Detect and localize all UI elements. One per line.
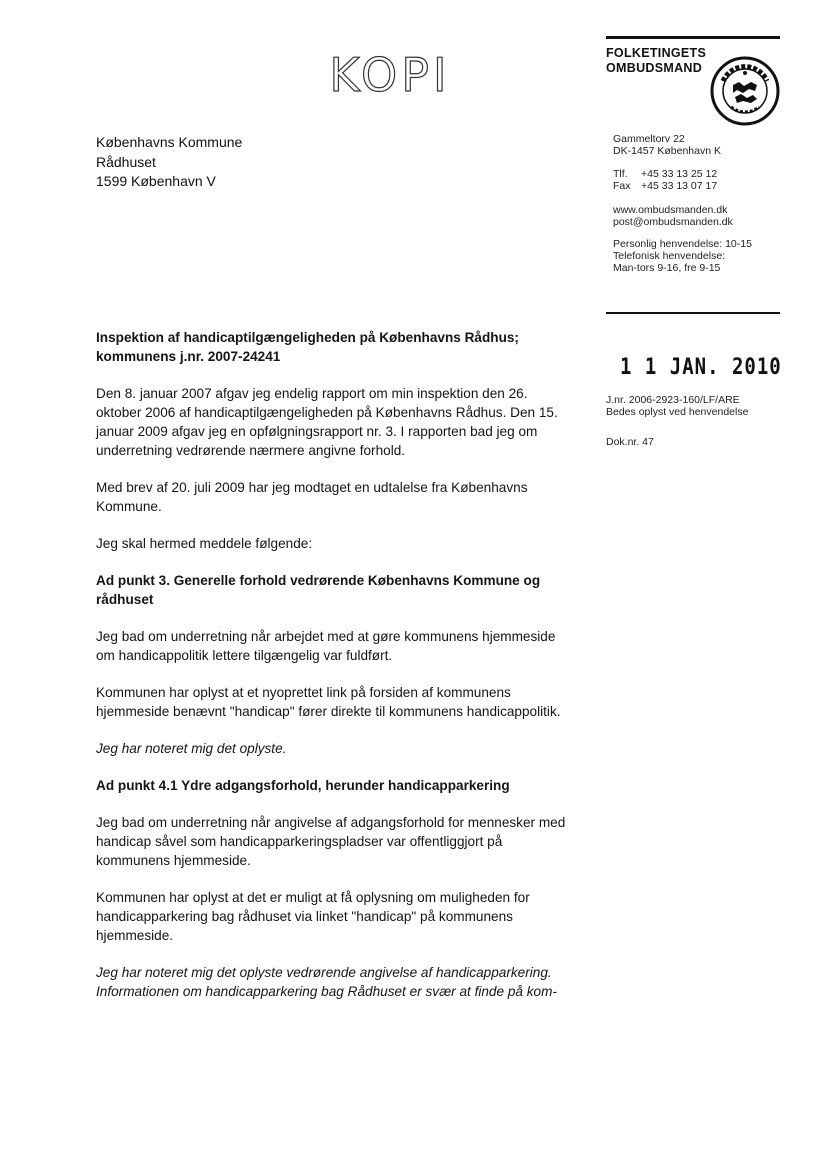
paragraph: Den 8. januar 2007 afgav jeg endelig rapport om min inspektion den 26. oktober 2006 af handicaptilgængeligheden på Københavns Rådhus. Den 15. januar 2009 afgav jeg en opfølgningsrapport nr. 3. I rapporten bad jeg om underretning vedrørende nærmere angivne forhold. bbox=[96, 386, 558, 458]
sender-web bbox=[613, 204, 733, 228]
letter-subject: Inspektion af handicaptilgængeligheden på Københavns Rådhus; kommunens j.nr. 2007-24241 bbox=[96, 330, 519, 364]
paragraph: Med brev af 20. juli 2009 har jeg modtaget en udtalelse fra Københavns Kommune. bbox=[96, 480, 528, 514]
doc-number: Dok.nr. 47 bbox=[606, 436, 654, 448]
sender-name-line2: OMBUDSMAND bbox=[606, 61, 703, 75]
hours-phone: Man-tors 9-16, fre 9-15 bbox=[613, 262, 721, 274]
meta-rule bbox=[606, 312, 780, 314]
paragraph-italic: Jeg har noteret mig det oplyste vedrørende angivelse af handicapparkering. Informationen om handicapparkering bag Rådhuset er svær at finde på kom- bbox=[96, 965, 557, 999]
paragraph: Jeg bad om underretning når arbejdet med at gøre kommunens hjemmeside om handicappolitik lettere tilgængelig var fuldført. bbox=[96, 629, 556, 663]
sender-hours bbox=[613, 238, 752, 274]
kopi-stamp: KOPI bbox=[329, 48, 451, 102]
recipient-line2: Rådhuset bbox=[96, 153, 156, 170]
ombudsman-seal-icon bbox=[709, 55, 781, 127]
journal-note: Bedes oplyst ved henvendelse bbox=[606, 406, 749, 418]
journal-number: J.nr. 2006-2923-160/LF/ARE bbox=[606, 394, 740, 406]
journal-ref bbox=[606, 394, 748, 418]
website: www.ombudsmanden.dk bbox=[613, 204, 728, 216]
paragraph: Kommunen har oplyst at det er muligt at få oplysning om muligheden for handicapparkering bag rådhuset via linket "handicap" på kommunens hjemmeside. bbox=[96, 890, 530, 943]
recipient-address bbox=[96, 133, 242, 192]
hours-phone-label: Telefonisk henvendelse: bbox=[613, 250, 726, 262]
paragraph: Jeg bad om underretning når angivelse af adgangsforhold for mennesker med handicap såvel som handicapparkeringspladser var offentliggjort på kommunens hjemmeside. bbox=[96, 815, 566, 868]
phone-label: Tlf. bbox=[613, 168, 628, 180]
address-line2: DK-1457 København K bbox=[613, 145, 721, 157]
paragraph: Kommunen har oplyst at et nyoprettet link på forsiden af kommunens hjemmeside benævnt "handicap" fører direkte til kommunens handicappolitik. bbox=[96, 685, 561, 719]
letter-body bbox=[96, 328, 574, 1019]
sender-address bbox=[613, 133, 721, 157]
paragraph-italic: Jeg har noteret mig det oplyste. bbox=[96, 741, 287, 756]
section-heading: Ad punkt 4.1 Ydre adgangsforhold, herunder handicapparkering bbox=[96, 778, 510, 793]
sender-phone-fax bbox=[613, 168, 717, 192]
address-line1: Gammeltorv 22 bbox=[613, 133, 685, 145]
header-rule bbox=[606, 36, 780, 39]
date-stamp: 1 1 JAN. 2010 bbox=[620, 354, 782, 380]
email: post@ombudsmanden.dk bbox=[613, 216, 733, 228]
fax-label: Fax bbox=[613, 180, 631, 192]
hours-personal: Personlig henvendelse: 10-15 bbox=[613, 238, 752, 250]
phone-number: +45 33 13 25 12 bbox=[641, 168, 718, 180]
sender-name bbox=[606, 46, 716, 76]
sender-name-line1: FOLKETINGETS bbox=[606, 46, 707, 60]
recipient-line1: Københavns Kommune bbox=[96, 134, 243, 150]
section-heading: Ad punkt 3. Generelle forhold vedrørende Københavns Kommune og rådhuset bbox=[96, 573, 541, 607]
paragraph: Jeg skal hermed meddele følgende: bbox=[96, 536, 313, 551]
recipient-line3: 1599 København V bbox=[96, 173, 216, 189]
fax-number: +45 33 13 07 17 bbox=[641, 180, 718, 192]
